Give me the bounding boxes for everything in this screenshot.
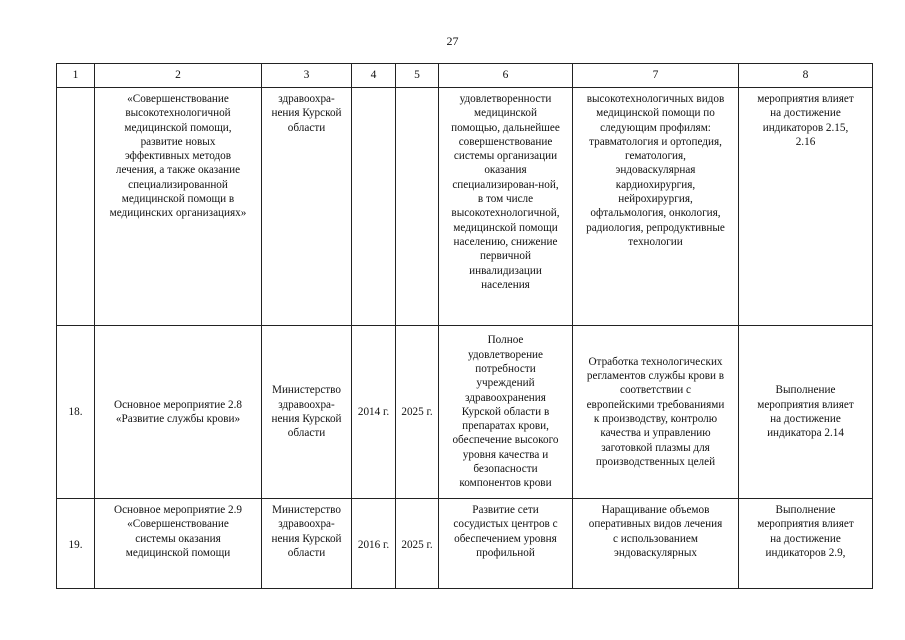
- start-year-cell: 2016 г.: [352, 499, 396, 589]
- executor-cell: Министерство здравоохра- нения Курской области: [262, 499, 352, 589]
- page-number: 27: [446, 34, 459, 48]
- row-number-cell: 18.: [57, 326, 95, 499]
- expected-result-cell: удовлетворенности медицинской помощью, дальнейшее совершенствование системы организации оказания специализирован-ной, в том числе высокотехнологичной, медицинской помощи населению, снижение первичной инвалидизации населения: [439, 88, 573, 326]
- column-header: 1: [57, 64, 95, 88]
- expected-result-cell: Развитие сети сосудистых центров с обеспечением уровня профильной: [439, 499, 573, 589]
- end-year-cell: 2025 г.: [396, 326, 439, 499]
- table-row: [57, 326, 873, 499]
- directions-cell: Наращивание объемов оперативных видов лечения с использованием эндоваскулярных: [573, 499, 739, 589]
- directions-cell: Отработка технологических регламентов службы крови в соответствии с европейскими требованиями к производству, контролю качества и управлению заготовкой плазмы для производственных целей: [573, 326, 739, 499]
- table-row: [57, 499, 873, 589]
- indicators-cell: Выполнение мероприятия влияет на достижение индикатора 2.14: [739, 326, 873, 499]
- executor-cell: Министерство здравоохра- нения Курской области: [262, 326, 352, 499]
- indicators-cell: Выполнение мероприятия влияет на достижение индикаторов 2.9,: [739, 499, 873, 589]
- event-cell: Основное мероприятие 2.9 «Совершенствование системы оказания медицинской помощи: [95, 499, 262, 589]
- end-year-cell: [396, 88, 439, 326]
- executor-cell: здравоохра- нения Курской области: [262, 88, 352, 326]
- column-header: 4: [352, 64, 396, 88]
- row-number-cell: 19.: [57, 499, 95, 589]
- start-year-cell: [352, 88, 396, 326]
- end-year-cell: 2025 г.: [396, 499, 439, 589]
- directions-cell: высокотехнологичных видов медицинской помощи по следующим профилям: травматология и ортопедия, гематология, эндоваскулярная кардиохирургия, нейрохирургия, офтальмология, онкология, радиология, репродуктивные технологии: [573, 88, 739, 326]
- event-cell: Основное мероприятие 2.8 «Развитие службы крови»: [95, 326, 262, 499]
- indicators-cell: мероприятия влияет на достижение индикаторов 2.15, 2.16: [739, 88, 873, 326]
- column-header: 6: [439, 64, 573, 88]
- column-header: 3: [262, 64, 352, 88]
- expected-result-cell: Полное удовлетворение потребности учреждений здравоохранения Курской области в препаратах крови, обеспечение высокого уровня качества и безопасности компонентов крови: [439, 326, 573, 499]
- column-header: 2: [95, 64, 262, 88]
- event-cell: «Совершенствование высокотехнологичной медицинской помощи, развитие новых эффективных методов лечения, а также оказание специализированной медицинской помощи в медицинских организациях»: [95, 88, 262, 326]
- start-year-cell: 2014 г.: [352, 326, 396, 499]
- row-number-cell: [57, 88, 95, 326]
- column-header: 5: [396, 64, 439, 88]
- table-header-row: [57, 64, 873, 88]
- measures-table: [56, 63, 873, 589]
- column-header: 8: [739, 64, 873, 88]
- table-row: [57, 88, 873, 326]
- column-header: 7: [573, 64, 739, 88]
